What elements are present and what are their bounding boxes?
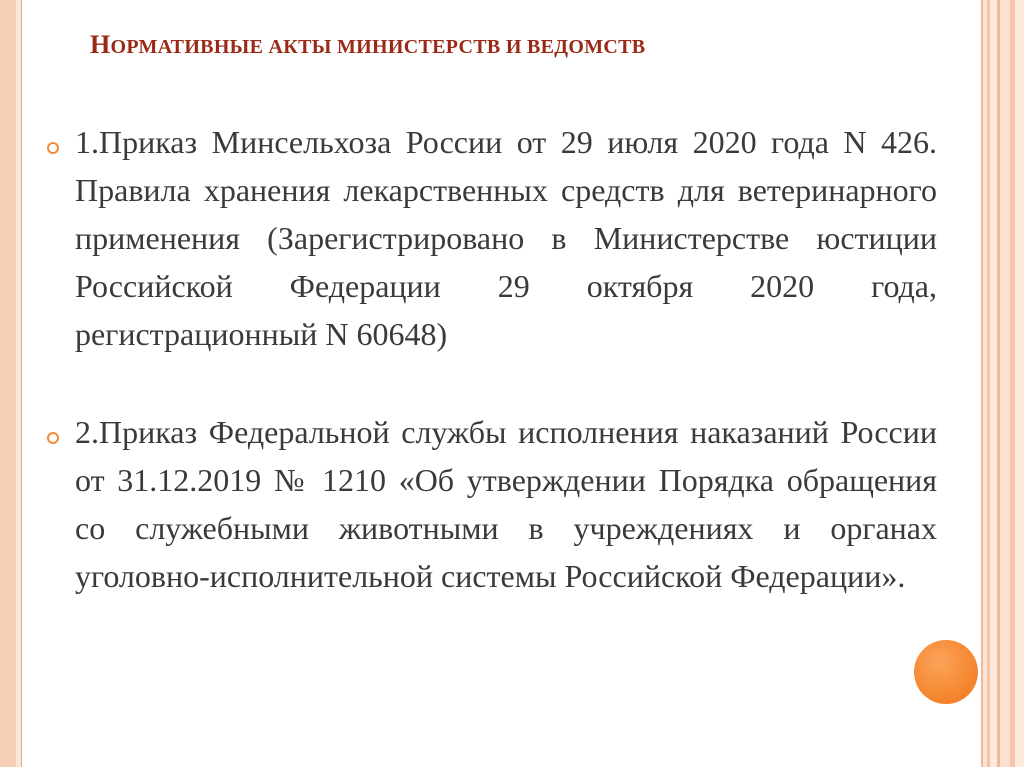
list-item bbox=[47, 118, 937, 358]
list-item-text: 2.Приказ Федеральной службы исполнения наказаний России от 31.12.2019 № 1210 «Об утверждении Порядка обращения со служебными животными в учреждениях и органах уголовно-исполнительной системы Российской Федерации». bbox=[75, 414, 937, 594]
slide-title-rest: ОРМАТИВНЫЕ АКТЫ МИНИСТЕРСТВ И ВЕДОМСТВ bbox=[110, 36, 646, 58]
list-item bbox=[47, 408, 937, 600]
ring-bullet-icon bbox=[47, 142, 59, 154]
right-decorative-stripes bbox=[978, 0, 1024, 767]
list-item-text: 1.Приказ Минсельхоза России от 29 июля 2020 года N 426. Правила хранения лекарственных средств для ветеринарного применения (Зарегистрировано в Министерстве юстиции Российской Федерации 29 октября 2020 года, регистрационный N 60648) bbox=[75, 124, 937, 352]
left-decorative-line bbox=[21, 0, 22, 767]
ring-bullet-icon bbox=[47, 432, 59, 444]
orange-circle-icon bbox=[914, 640, 978, 704]
left-decorative-stripe bbox=[0, 0, 16, 767]
slide-title-initial: Н bbox=[90, 30, 111, 59]
slide-body bbox=[47, 118, 937, 600]
slide-title bbox=[90, 30, 910, 60]
